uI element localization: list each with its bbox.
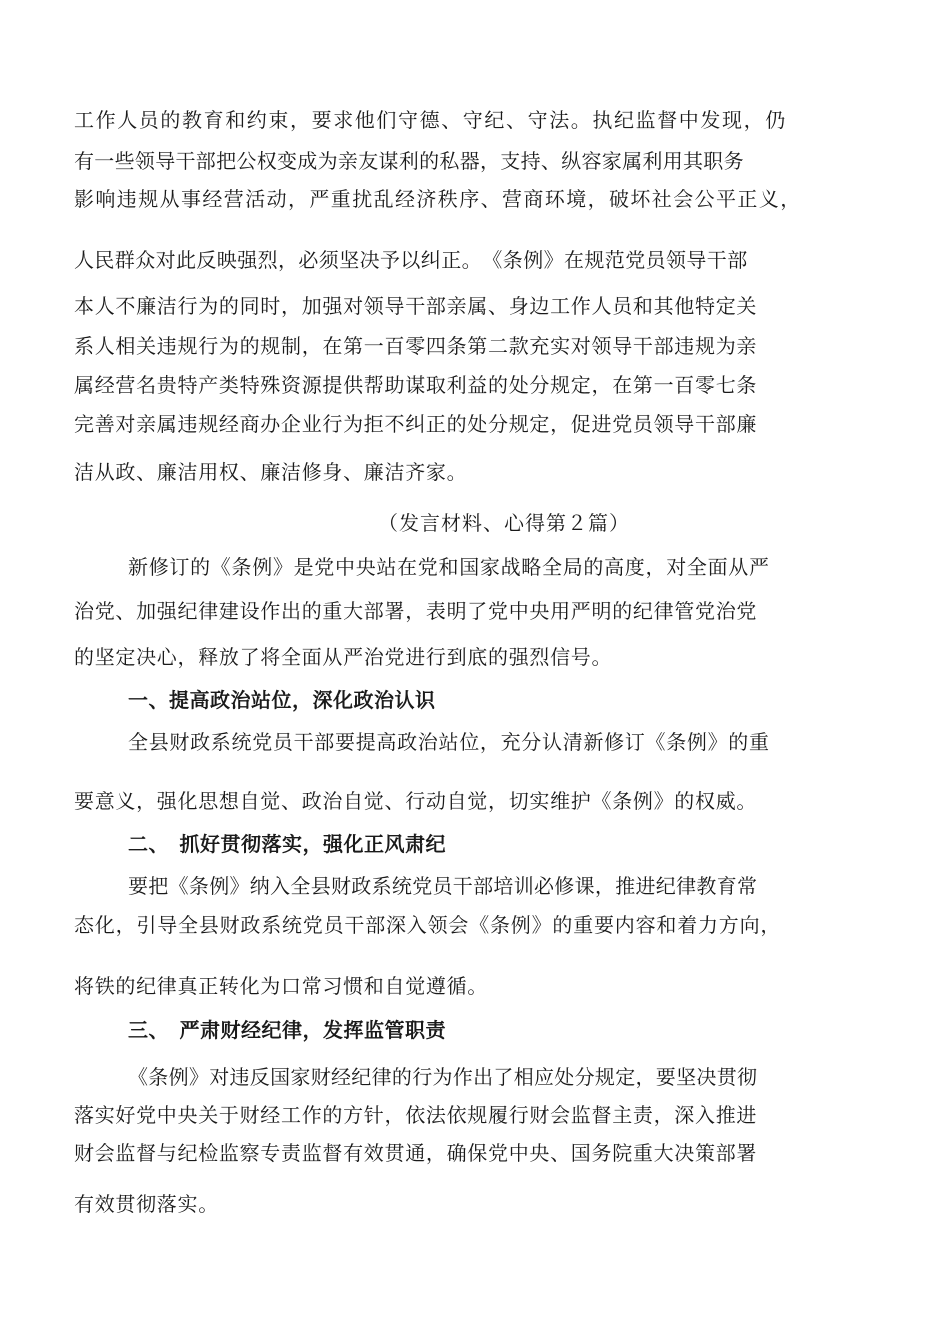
paragraph-line: 态化，引导全县财政系统党员干部深入领会《条例》的重要内容和着力方向， <box>74 913 782 937</box>
paragraph-line: 落实好党中央关于财经工作的方针，依法依规履行财会监督主责，深入推进 <box>74 1103 758 1127</box>
paragraph-line: 工作人员的教育和约束，要求他们守德、守纪、守法。执纪监督中发现，仍 <box>74 108 787 132</box>
paragraph-line: 治党、加强纪律建设作出的重大部署，表明了党中央用严明的纪律管党治党 <box>74 599 758 623</box>
paragraph-line: 完善对亲属违规经商办企业行为拒不纠正的处分规定，促进党员领导干部廉 <box>74 412 758 436</box>
paragraph-line: 有效贯彻落实。 <box>74 1192 219 1216</box>
section-heading: 三、 严肃财经纪律，发挥监管职责 <box>128 1018 446 1042</box>
paragraph-line: 本人不廉洁行为的同时，加强对领导干部亲属、身边工作人员和其他特定关 <box>74 294 758 318</box>
paragraph-line: 要意义，强化思想自觉、政治自觉、行动自觉，切实维护《条例》的权威。 <box>74 789 758 813</box>
paragraph-line: 的坚定决心，释放了将全面从严治党进行到底的强烈信号。 <box>74 645 613 669</box>
paragraph-line: 洁从政、廉洁用权、廉洁修身、廉洁齐家。 <box>74 460 468 484</box>
paragraph-line: 要把《条例》纳入全县财政系统党员干部培训必修课，推进纪律教育常 <box>128 874 758 898</box>
paragraph-line: 新修订的《条例》是党中央站在党和国家战略全局的高度，对全面从严 <box>128 555 770 579</box>
paragraph-line: 属经营名贵特产类特殊资源提供帮助谋取利益的处分规定，在第一百零七条 <box>74 373 758 397</box>
section-heading: 一、提高政治站位，深化政治认识 <box>128 688 436 712</box>
paragraph-line: 有一些领导干部把公权变成为亲友谋利的私器，支持、纵容家属利用其职务 <box>74 149 744 173</box>
section-heading: 二、 抓好贯彻落实，强化正风肃纪 <box>128 832 446 856</box>
paragraph-line: 系人相关违规行为的规制，在第一百零四条第二款充实对领导干部违规为亲 <box>74 334 758 358</box>
paragraph-line: 《条例》对违反国家财经纪律的行为作出了相应处分规定，要坚决贯彻 <box>128 1065 758 1089</box>
section-label: （发言材料、心得第２篇） <box>378 511 630 535</box>
paragraph-line: 财会监督与纪检监察专责监督有效贯通，确保党中央、国务院重大决策部署 <box>74 1141 758 1165</box>
paragraph-line: 将铁的纪律真正转化为口常习惯和自觉遵循。 <box>74 974 488 998</box>
paragraph-line: 影响违规从事经营活动，严重扰乱经济秩序、营商环境，破坏社会公平正义， <box>74 187 802 211</box>
paragraph-line: 人民群众对此反映强烈，必须坚决予以纠正。 《条例》在规范党员领导干部 <box>74 248 748 272</box>
paragraph-line: 全县财政系统党员干部要提高政治站位，充分认清新修订《条例》的重 <box>128 730 770 754</box>
